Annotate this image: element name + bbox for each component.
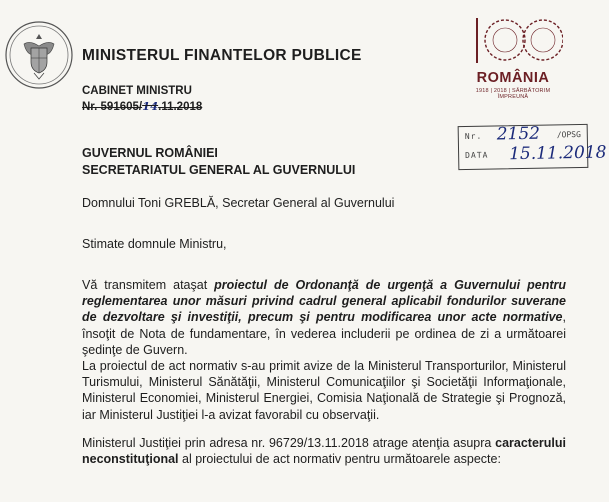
greeting: Stimate domnule Ministru, — [82, 237, 227, 251]
recipient-secretariat: SECRETARIATUL GENERAL AL GUVERNULUI — [82, 163, 356, 177]
centenar-logo — [455, 8, 575, 108]
stamp-date-label: DATA — [465, 150, 489, 161]
cabinet-block — [82, 84, 202, 115]
paragraph-1-lead: Vă transmitem ataşat — [82, 278, 215, 292]
paragraph-3-rest: al proiectului de act normativ pentru următoarele aspecte: — [178, 452, 501, 467]
centenar-tagline: 1918 | 2018 | SĂRBĂTORIM ÎMPREUNĂ — [475, 88, 551, 100]
unconstitutional-emphasis: caracterului neconstituţional — [82, 435, 566, 467]
registration-stamp — [458, 123, 607, 170]
registration-number-prefix: Nr. 591605/ — [82, 101, 143, 113]
recipient-block — [82, 145, 355, 179]
draft-ordinance-title: proiectul de Ordonanţă de urgenţă a Guvernului pentru reglementarea unor măsuri privind cadrul general aplicabil fondurilor suverane de dezvoltare şi investiţii, precum şi pentru modificarea unor acte normative — [82, 278, 566, 325]
registration-number — [82, 99, 202, 115]
ministry-name: MINISTERUL FINANTELOR PUBLICE — [82, 47, 362, 64]
centenar-100-icon — [463, 8, 563, 70]
paragraph-3-lead: Ministerul Justiţiei prin adresa nr. 96729/13.11.2018 atrage atenţia asupra — [82, 435, 496, 450]
stamp-prefix: Nr. — [464, 131, 483, 142]
letter-body — [82, 277, 566, 467]
stamp-number: 2152 — [496, 123, 541, 145]
centenar-country: ROMÂNIA — [476, 70, 550, 86]
recipient-government: GUVERNUL ROMÂNIEI — [82, 146, 218, 160]
stamp-date: 15.11.2018 — [508, 142, 607, 165]
registration-number-suffix: .11.2018 — [158, 101, 203, 113]
registration-day-handwritten: 14 — [142, 99, 159, 113]
coat-of-arms-icon — [4, 20, 74, 90]
paragraph-1 — [82, 277, 566, 358]
stamp-suffix: /OPSG — [556, 129, 581, 140]
paragraph-2: La proiectul de act normativ s-au primit avize de la Ministerul Transporturilor, Ministerul Turismului, Ministerul Sănătăţii, Ministerul Comunicaţiilor şi Societăţii Informaţionale, Ministerul Economiei, Ministerul Energiei, Comisia Naţională de Strategie şi Prognoză, iar Ministerul Justiţiei l-a avizat favorabil cu observaţii. — [82, 359, 566, 422]
paragraph-3 — [82, 435, 566, 467]
cabinet-label: CABINET MINISTRU — [82, 85, 192, 97]
paragraph-1-rest: , însoţit de Nota de fundamentare, în vederea includerii pe ordinea de zi a următoarei şedinţe de Guvern. — [82, 310, 566, 357]
addressee: Domnului Toni GREBLĂ, Secretar General al Guvernului — [82, 196, 395, 210]
